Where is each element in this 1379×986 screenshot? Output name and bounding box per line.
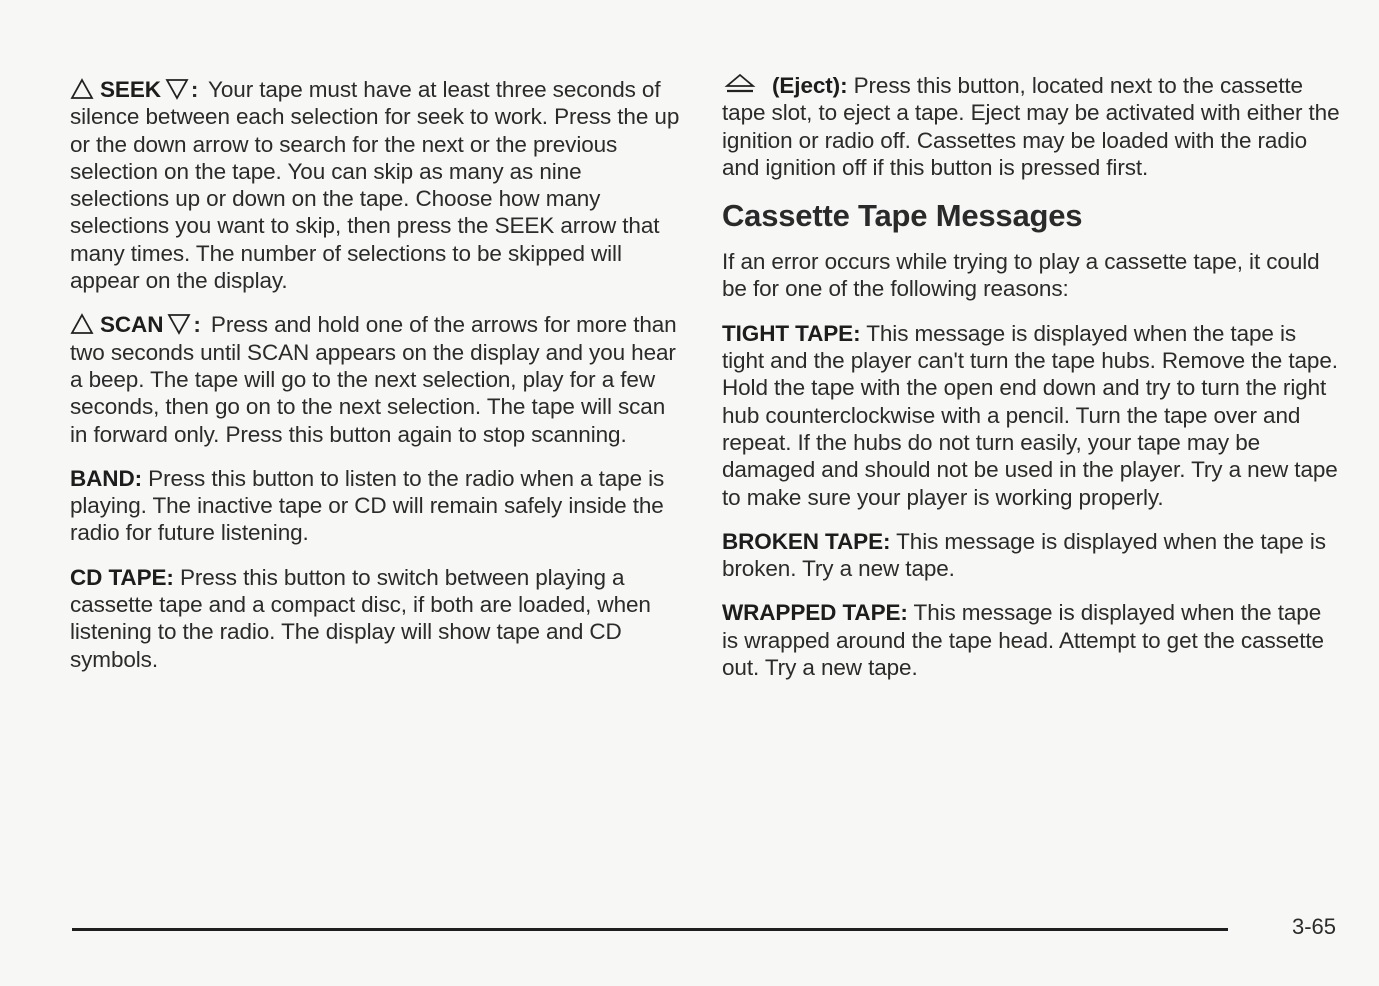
- scan-text: Press and hold one of the arrows for more than two seconds until SCAN appears on the display and you hear a beep. The tape will go to the next selection, play for a few seconds, then go on to the next selection. The tape will scan in forward only. Press this button again to stop scanning.: [70, 312, 677, 447]
- tight-tape-text: This message is displayed when the tape is tight and the player can't turn the tape hubs. Remove the tape. Hold the tape with the open end down and try to turn the right hub counterclockwise with a pencil. Turn the tape over and repeat. If the hubs do not turn easily, your tape may be damaged and should not be used in the player. Try a new tape to make sure your player is working properly.: [722, 320, 1338, 510]
- band-text: Press this button to listen to the radio when a tape is playing. The inactive tape or CD will remain safely inside the radio for future listening.: [70, 465, 665, 546]
- section-heading: Cassette Tape Messages: [722, 198, 1083, 234]
- down-arrow-icon: [165, 78, 189, 100]
- eject-icon: [724, 73, 756, 95]
- cd-tape-paragraph: [70, 564, 680, 673]
- tight-tape-paragraph: [722, 320, 1342, 511]
- scan-term: SCAN: [100, 312, 164, 338]
- tight-tape-term: TIGHT TAPE:: [722, 320, 861, 346]
- intro-paragraph: If an error occurs while trying to play a cassette tape, it could be for one of the following reasons:: [722, 249, 1320, 302]
- wrapped-tape-paragraph: [722, 599, 1342, 681]
- scan-paragraph: [70, 311, 680, 447]
- band-term: BAND:: [70, 465, 142, 491]
- cd-tape-text: Press this button to switch between playing a cassette tape and a compact disc, if both are loaded, when listening to the radio. The display will show tape and CD symbols.: [70, 564, 651, 672]
- eject-text: Press this button, located next to the cassette tape slot, to eject a tape. Eject may be activated with either the ignition or radio off. Cassettes may be loaded with the radio and ignition off if this button is pressed first.: [722, 73, 1340, 180]
- seek-text: Your tape must have at least three seconds of silence between each selection for seek to work. Press the up or the down arrow to search for the next or the previous selection on the tape. You can skip as many as nine selections up or down on the tape. Choose how many selections you want to skip, then press the SEEK arrow that many times. The number of selections to be skipped will appear on the display.: [70, 77, 680, 294]
- seek-colon: :: [190, 77, 199, 102]
- broken-tape-text: This message is displayed when the tape is broken. Try a new tape.: [722, 528, 1326, 582]
- footer-rule: [72, 928, 1228, 931]
- left-column: [70, 76, 680, 690]
- broken-tape-paragraph: [722, 528, 1342, 583]
- band-paragraph: [70, 465, 680, 547]
- up-arrow-icon: [70, 313, 94, 335]
- cd-tape-term: CD TAPE:: [70, 564, 174, 590]
- wrapped-tape-text: This message is displayed when the tape is wrapped around the tape head. Attempt to get the cassette out. Try a new tape.: [722, 600, 1324, 681]
- seek-paragraph: [70, 76, 680, 294]
- right-column: [722, 72, 1342, 698]
- down-arrow-icon: [167, 313, 191, 335]
- eject-term: (Eject):: [772, 73, 848, 98]
- broken-tape-term: BROKEN TAPE:: [722, 528, 891, 554]
- scan-colon: :: [193, 312, 201, 338]
- page-number: 3-65: [1292, 914, 1337, 939]
- up-arrow-icon: [70, 78, 94, 100]
- eject-paragraph: [722, 72, 1342, 181]
- wrapped-tape-term: WRAPPED TAPE:: [722, 600, 908, 626]
- seek-term: SEEK: [100, 77, 161, 102]
